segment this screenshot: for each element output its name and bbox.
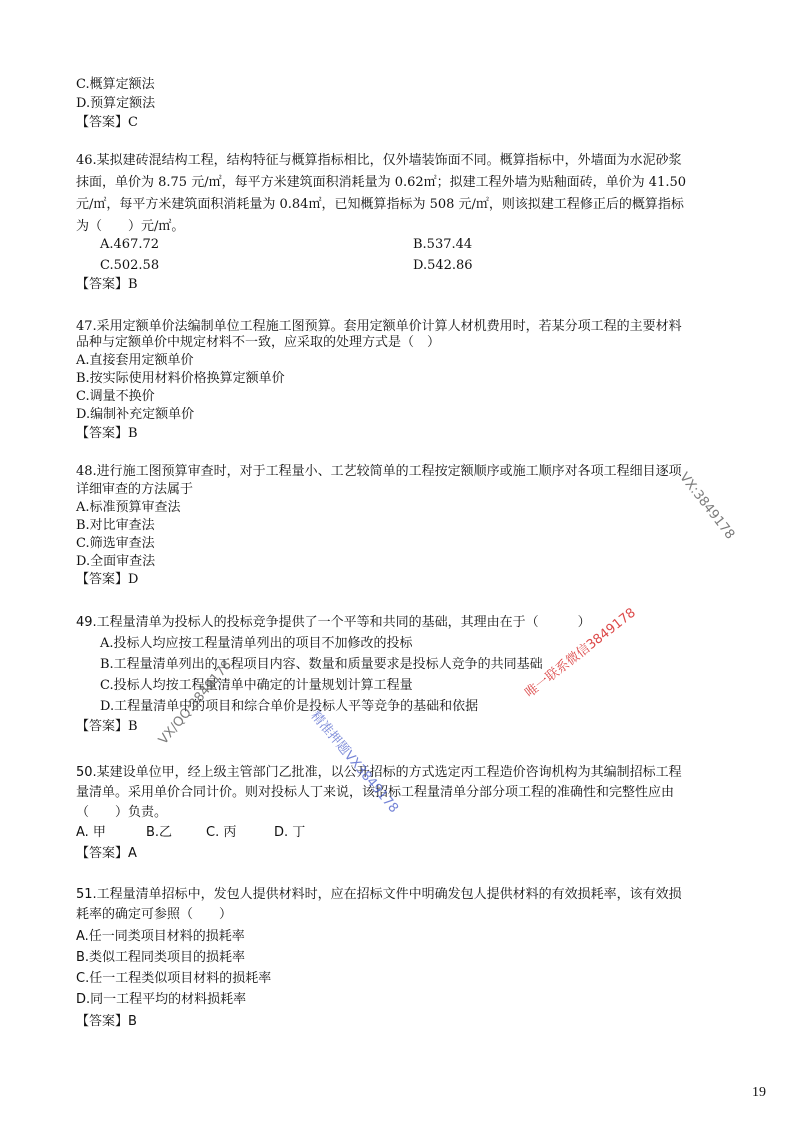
- q47-option-c: C.调量不换价: [76, 389, 155, 404]
- q45-option-c: C.概算定额法: [76, 77, 155, 92]
- q49-option-b: B.工程量清单列出的工程项目内容、数量和质量要求是投标人竞争的共同基础: [100, 657, 543, 672]
- q46-stem-line-2: 抹面，单价为 8.75 元/㎡，每平方米建筑面积消耗量为 0.62㎡；拟建工程外墙为贴釉面砖，单价为 41.50: [76, 175, 687, 190]
- q48-stem-line-2: 详细审查的方法属于: [76, 482, 194, 497]
- watermark-vx-right: VX:3849178: [676, 470, 738, 543]
- q51-stem-line-1: 51.工程量清单招标中，发包人提供材料时，应在招标文件中明确发包人提供材料的有效损耗率，该有效损: [76, 887, 682, 902]
- q49-option-a: A.投标人均应按工程量清单列出的项目不加修改的投标: [100, 636, 413, 651]
- watermark-vx-qq: VX/QQ:3849178: [156, 657, 235, 748]
- q51-stem-line-2: 耗率的确定可参照（ ）: [76, 907, 233, 922]
- q50-option-a: A. 甲: [76, 825, 106, 840]
- q50-answer: 【答案】A: [76, 846, 137, 861]
- q47-stem-line-1: 47.采用定额单价法编制单位工程施工图预算。套用定额单价计算人材机费用时，若某分项工程的主要材料: [76, 319, 682, 334]
- q48-option-b: B.对比审查法: [76, 518, 155, 533]
- q46-answer: 【答案】B: [76, 277, 138, 292]
- q49-option-c: C.投标人均按工程量清单中确定的计量规划计算工程量: [100, 678, 413, 693]
- q49-stem-line-1: 49.工程量清单为投标人的投标竞争提供了一个平等和共同的基础，其理由在于（ ）: [76, 615, 591, 630]
- q48-option-a: A.标准预算审查法: [76, 500, 181, 515]
- q45-option-d: D.预算定额法: [76, 96, 156, 111]
- q45-answer: 【答案】C: [76, 115, 138, 130]
- q50-stem-line-3: （ ）负责。: [76, 805, 168, 820]
- page-number: 19: [752, 1085, 766, 1100]
- q46-option-a: A.467.72: [100, 237, 160, 252]
- q51-option-c: C.任一工程类似项目材料的损耗率: [76, 971, 272, 986]
- q46-option-c: C.502.58: [100, 258, 160, 273]
- q46-stem-line-1: 46.某拟建砖混结构工程，结构特征与概算指标相比，仅外墙装饰面不同。概算指标中，外墙面为水泥砂浆: [76, 153, 682, 168]
- q51-option-b: B.类似工程同类项目的损耗率: [76, 950, 246, 965]
- q51-option-a: A.任一同类项目材料的损耗率: [76, 929, 245, 944]
- q46-option-d: D.542.86: [413, 258, 473, 273]
- q47-stem-line-2: 品种与定额单价中规定材料不一致，应采取的处理方式是（ ）: [76, 335, 441, 350]
- q48-option-c: C.筛选审查法: [76, 536, 155, 551]
- q46-stem-line-3: 元/㎡，每平方米建筑面积消耗量为 0.84㎡，已知概算指标为 508 元/㎡，则该拟建工程修正后的概算指标: [76, 197, 684, 212]
- q47-option-a: A.直接套用定额单价: [76, 353, 194, 368]
- q46-option-b: B.537.44: [413, 237, 473, 252]
- watermark-red-contact: 唯一联系微信3849178: [522, 605, 639, 701]
- watermark-blue-vx: 精准押题VX3849178: [307, 708, 402, 817]
- q50-stem-line-2: 量清单。采用单价合同计价。则对投标人丁来说，该招标工程量清单分部分项工程的准确性和完整性应由: [76, 785, 675, 800]
- q49-answer: 【答案】B: [76, 719, 138, 734]
- q46-stem-line-4: 为（ ）元/㎡。: [76, 219, 185, 234]
- q51-answer: 【答案】B: [76, 1014, 137, 1029]
- q48-option-d: D.全面审查法: [76, 554, 156, 569]
- q50-option-d: D. 丁: [274, 825, 306, 840]
- q48-answer: 【答案】D: [76, 572, 139, 587]
- q50-option-c: C. 丙: [206, 825, 237, 840]
- q47-option-b: B.按实际使用材料价格换算定额单价: [76, 371, 285, 386]
- q50-options-row: [76, 824, 305, 842]
- q50-option-b: B.乙: [146, 825, 173, 840]
- q50-stem-line-1: 50.某建设单位甲，经上级主管部门乙批准，以公开招标的方式选定丙工程造价咨询机构为其编制招标工程: [76, 765, 682, 780]
- q47-answer: 【答案】B: [76, 426, 138, 441]
- q49-option-d: D.工程量清单中的项目和综合单价是投标人平等竞争的基础和依据: [100, 699, 479, 714]
- q47-option-d: D.编制补充定额单价: [76, 407, 195, 422]
- q48-stem-line-1: 48.进行施工图预算审查时，对于工程量小、工艺较简单的工程按定额顺序或施工顺序对各项工程细目逐项: [76, 464, 682, 479]
- q51-option-d: D.同一工程平均的材料损耗率: [76, 992, 247, 1007]
